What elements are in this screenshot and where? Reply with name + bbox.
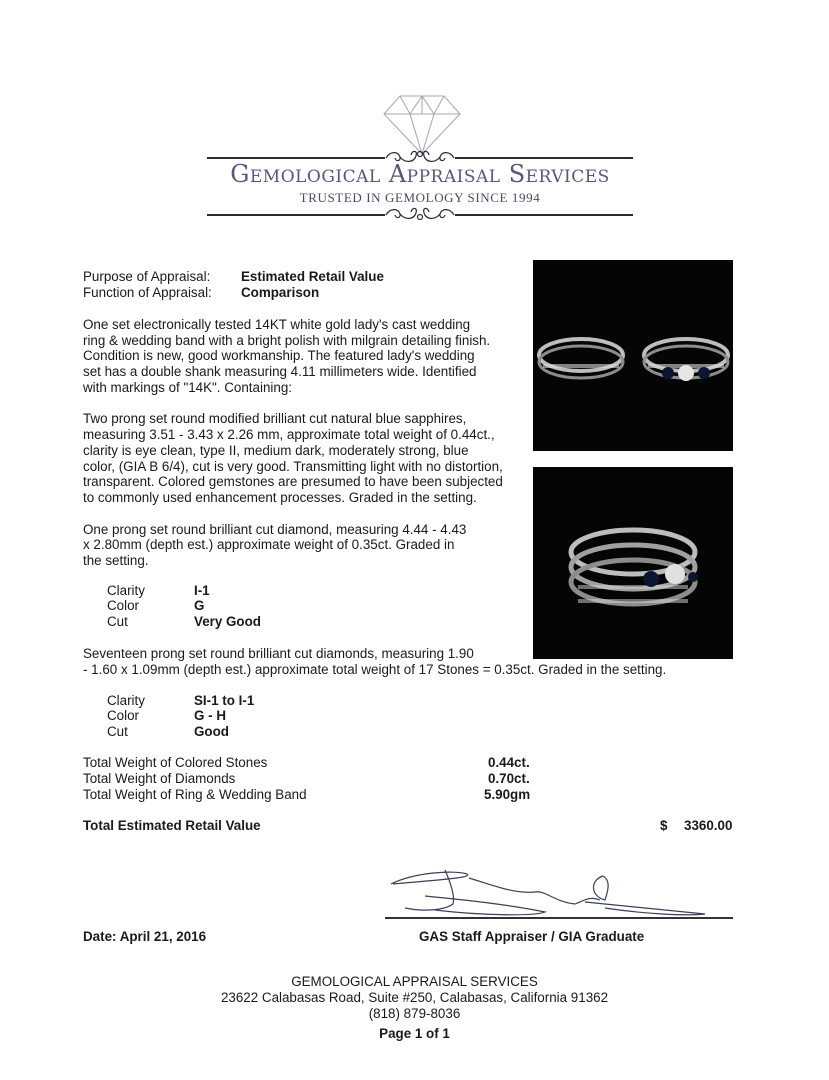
center-diamond-line: One prong set round brilliant cut diamond, measuring 4.44 - 4.43 xyxy=(83,522,467,537)
footer-address: 23622 Calabasas Road, Suite #250, Calabasas, California 91362 xyxy=(220,990,609,1005)
grade-label: Color xyxy=(107,708,139,723)
purpose-label: Purpose of Appraisal: xyxy=(83,269,211,284)
sapphire-line: clarity is eye clean, type II, medium dark, moderately strong, blue xyxy=(83,443,469,458)
description-line: One set electronically tested 14KT white gold lady's cast wedding xyxy=(83,317,471,332)
side-diamonds-line: Seventeen prong set round brilliant cut diamonds, measuring 1.90 xyxy=(83,646,474,661)
company-name: Gemological Appraisal Services xyxy=(230,160,610,188)
grade-value: I-1 xyxy=(194,583,210,598)
signer-title: GAS Staff Appraiser / GIA Graduate xyxy=(419,929,645,944)
grade-label: Clarity xyxy=(107,693,145,708)
description-line: ring & wedding band with a bright polish with milgrain detailing finish. xyxy=(83,333,491,348)
sapphire-line: Two prong set round modified brilliant cut natural blue sapphires, xyxy=(83,411,467,426)
function-label: Function of Appraisal: xyxy=(83,285,212,300)
header-rule xyxy=(455,214,633,216)
signature-image xyxy=(385,866,715,918)
grade-value: Good xyxy=(194,724,229,739)
header-rule xyxy=(207,214,385,216)
sapphire-line: to commonly used enhancement processes. Graded in the setting. xyxy=(83,490,477,505)
grade-value: G - H xyxy=(194,708,226,723)
purpose-value: Estimated Retail Value xyxy=(241,269,384,284)
appraisal-date: Date: April 21, 2016 xyxy=(83,929,207,944)
center-diamond-line: x 2.80mm (depth est.) approximate weight of 0.35ct. Graded in xyxy=(83,537,455,552)
function-value: Comparison xyxy=(241,285,320,300)
total-value: 0.44ct. xyxy=(488,755,530,770)
footer-phone: (818) 879-8036 xyxy=(368,1006,461,1021)
total-value: 5.90gm xyxy=(484,787,531,802)
grade-label: Clarity xyxy=(107,583,145,598)
page-number: Page 1 of 1 xyxy=(379,1026,450,1041)
sapphire-line: color, (GIA B 6/4), cut is very good. Transmitting light with no distortion, xyxy=(83,459,503,474)
center-diamond-line: the setting. xyxy=(83,553,149,568)
total-label: Total Weight of Diamonds xyxy=(83,771,236,786)
grade-value: SI-1 to I-1 xyxy=(194,693,255,708)
retail-value-label: Total Estimated Retail Value xyxy=(83,818,261,833)
description-line: with markings of "14K". Containing: xyxy=(83,380,292,395)
grade-label: Cut xyxy=(107,724,128,739)
currency-symbol: $ xyxy=(660,818,668,833)
company-tagline: TRUSTED IN GEMOLOGY SINCE 1994 xyxy=(299,190,541,205)
side-diamonds-line: - 1.60 x 1.09mm (depth est.) approximate total weight of 17 Stones = 0.35ct. Graded in the setting. xyxy=(83,662,667,677)
header-rule xyxy=(207,157,385,159)
total-value: 0.70ct. xyxy=(488,771,530,786)
ring-photo-stacked xyxy=(533,467,733,659)
diamond-icon xyxy=(380,92,464,156)
signature-line xyxy=(385,917,733,919)
sapphire-line: transparent. Colored gemstones are presumed to have been subjected xyxy=(83,474,503,489)
grade-value: Very Good xyxy=(194,614,261,629)
grade-label: Cut xyxy=(107,614,128,629)
grade-label: Color xyxy=(107,598,139,613)
header-rule xyxy=(455,157,633,159)
footer-company: GEMOLOGICAL APPRAISAL SERVICES xyxy=(291,974,538,989)
total-label: Total Weight of Ring & Wedding Band xyxy=(83,787,307,802)
ornament-scroll-icon xyxy=(384,205,456,223)
grade-value: G xyxy=(194,598,205,613)
ring-photo-side-by-side xyxy=(533,260,733,451)
retail-value-amount: 3360.00 xyxy=(684,818,733,833)
sapphire-line: measuring 3.51 - 3.43 x 2.26 mm, approximate total weight of 0.44ct., xyxy=(83,427,495,442)
description-line: Condition is new, good workmanship. The featured lady's wedding xyxy=(83,348,475,363)
description-line: set has a double shank measuring 4.11 millimeters wide. Identified xyxy=(83,364,477,379)
total-label: Total Weight of Colored Stones xyxy=(83,755,268,770)
